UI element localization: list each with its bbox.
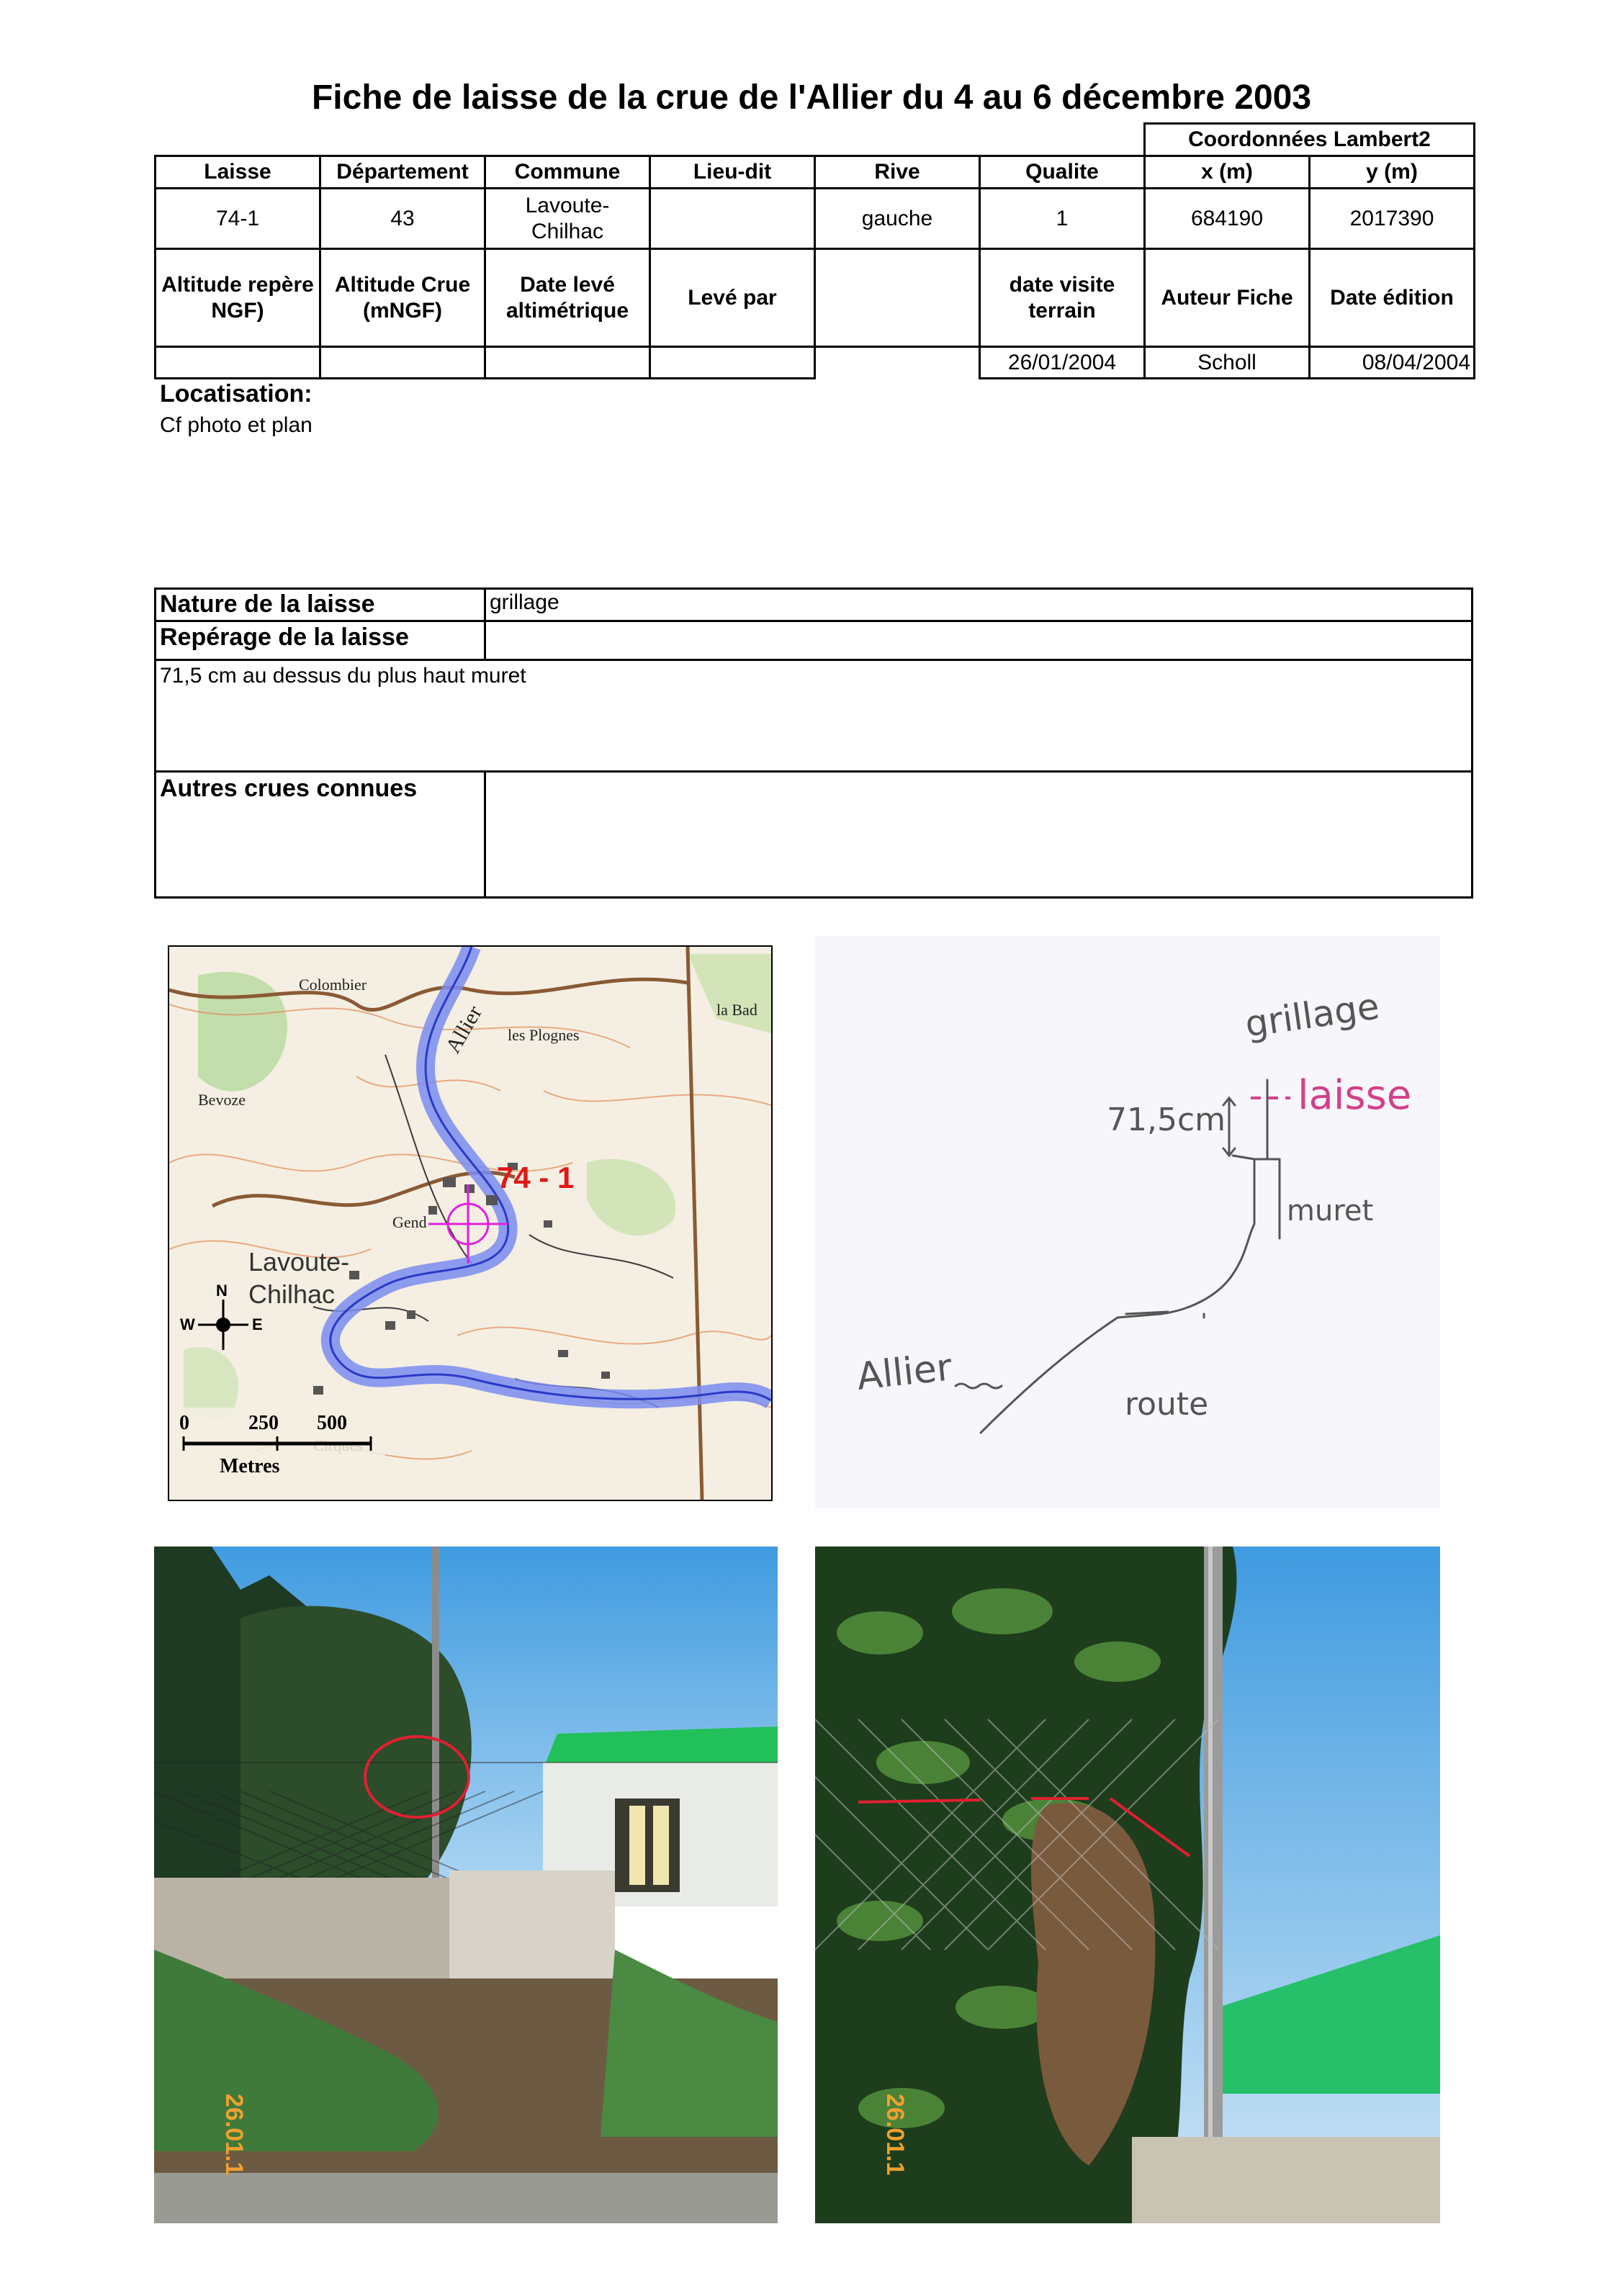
photo-site-wide-svg bbox=[154, 1547, 778, 2223]
profile-sketch bbox=[815, 936, 1440, 1508]
header-altitude-crue: Altitude Crue (mNGF) bbox=[320, 249, 485, 347]
sketch-route: route bbox=[1125, 1386, 1209, 1423]
svg-text:Metres: Metres bbox=[220, 1455, 280, 1477]
header-y: y (m) bbox=[1310, 156, 1475, 189]
sketch-muret: muret bbox=[1287, 1194, 1374, 1228]
map-label-allier: Allier bbox=[441, 1001, 487, 1058]
sketch-laisse: laisse bbox=[1298, 1072, 1412, 1119]
svg-text:250: 250 bbox=[248, 1412, 279, 1434]
sketch-measure: 71,5cm bbox=[1107, 1102, 1226, 1138]
topo-map-svg bbox=[169, 947, 771, 1500]
map-label-bevoze: Bevoze bbox=[198, 1091, 246, 1109]
header-date-leve: Date levé altimétrique bbox=[485, 249, 650, 347]
value-date-visite: 26/01/2004 bbox=[980, 347, 1145, 379]
value-y: 2017390 bbox=[1310, 189, 1475, 249]
value-commune: Lavoute-Chilhac bbox=[485, 189, 650, 249]
value-leve-par bbox=[650, 347, 815, 379]
map-label-plognes: les Plognes bbox=[508, 1026, 580, 1044]
location-text: Cf photo et plan bbox=[160, 413, 313, 437]
autres-crues-label: Autres crues connues bbox=[160, 775, 418, 802]
header-commune: Commune bbox=[485, 156, 650, 189]
map-label-gend: Gend bbox=[392, 1213, 427, 1231]
coords-header: Coordonnées Lambert2 bbox=[1145, 124, 1475, 156]
scale-bar bbox=[176, 1408, 385, 1487]
header-departement: Département bbox=[320, 156, 485, 189]
header-date-visite: date visite terrain bbox=[980, 249, 1145, 347]
header-rive: Rive bbox=[815, 156, 980, 189]
photo-site-wide bbox=[154, 1547, 778, 2223]
value-altitude-crue bbox=[320, 347, 485, 379]
photo-site-closeup-svg bbox=[815, 1547, 1440, 2223]
value-qualite: 1 bbox=[980, 189, 1145, 249]
info-table bbox=[154, 122, 1475, 379]
page-title: Fiche de laisse de la crue de l'Allier du 4 au 6 décembre 2003 bbox=[311, 78, 1312, 117]
map-label-chilhac: Chilhac bbox=[248, 1279, 336, 1309]
header-x: x (m) bbox=[1145, 156, 1310, 189]
value-rive: gauche bbox=[815, 189, 980, 249]
header-lieu-dit: Lieu-dit bbox=[650, 156, 815, 189]
topo-map bbox=[168, 945, 773, 1501]
header-date-edition: Date édition bbox=[1310, 249, 1475, 347]
header-leve-par: Levé par bbox=[650, 249, 815, 347]
value-lieu-dit bbox=[650, 189, 815, 249]
blank-cell-2 bbox=[815, 347, 980, 379]
blank-cell bbox=[815, 249, 980, 347]
value-laisse: 74-1 bbox=[156, 189, 320, 249]
reperage-value: 71,5 cm au dessus du plus haut muret bbox=[160, 664, 526, 688]
map-label-lavoute: Lavoute- bbox=[248, 1247, 350, 1277]
header-auteur-fiche: Auteur Fiche bbox=[1145, 249, 1310, 347]
value-altitude-repere bbox=[156, 347, 320, 379]
svg-text:0: 0 bbox=[179, 1412, 189, 1434]
svg-text:N: N bbox=[216, 1282, 228, 1300]
map-label-colombier: Colombier bbox=[299, 976, 367, 994]
value-auteur-fiche: Scholl bbox=[1145, 347, 1310, 379]
nature-label: Nature de la laisse bbox=[160, 590, 375, 618]
value-departement: 43 bbox=[320, 189, 485, 249]
autres-divider bbox=[484, 770, 486, 899]
header-altitude-repere: Altitude repère NGF) bbox=[156, 249, 320, 347]
nature-value: grillage bbox=[490, 590, 559, 614]
svg-text:E: E bbox=[252, 1315, 263, 1333]
map-marker-label: 74 - 1 bbox=[497, 1161, 575, 1194]
location-label: Locatisation: bbox=[160, 380, 313, 408]
value-date-leve bbox=[485, 347, 650, 379]
value-date-edition: 08/04/2004 bbox=[1310, 347, 1475, 379]
header-laisse: Laisse bbox=[156, 156, 320, 189]
sketch-allier: Allier bbox=[855, 1346, 954, 1399]
photo-site-closeup bbox=[815, 1547, 1440, 2223]
photo2-date-stamp: 26.01.1 bbox=[881, 2094, 909, 2176]
header-qualite: Qualite bbox=[980, 156, 1145, 189]
reperage-label: Repérage de la laisse bbox=[160, 623, 409, 651]
sketch-grillage: grillage bbox=[1242, 985, 1382, 1045]
svg-text:500: 500 bbox=[317, 1412, 347, 1434]
profile-sketch-svg bbox=[815, 936, 1440, 1508]
svg-text:W: W bbox=[180, 1315, 195, 1333]
map-label-la-bad: la Bad bbox=[716, 1001, 757, 1019]
photo1-date-stamp: 26.01.1 bbox=[220, 2094, 248, 2176]
value-x: 684190 bbox=[1145, 189, 1310, 249]
